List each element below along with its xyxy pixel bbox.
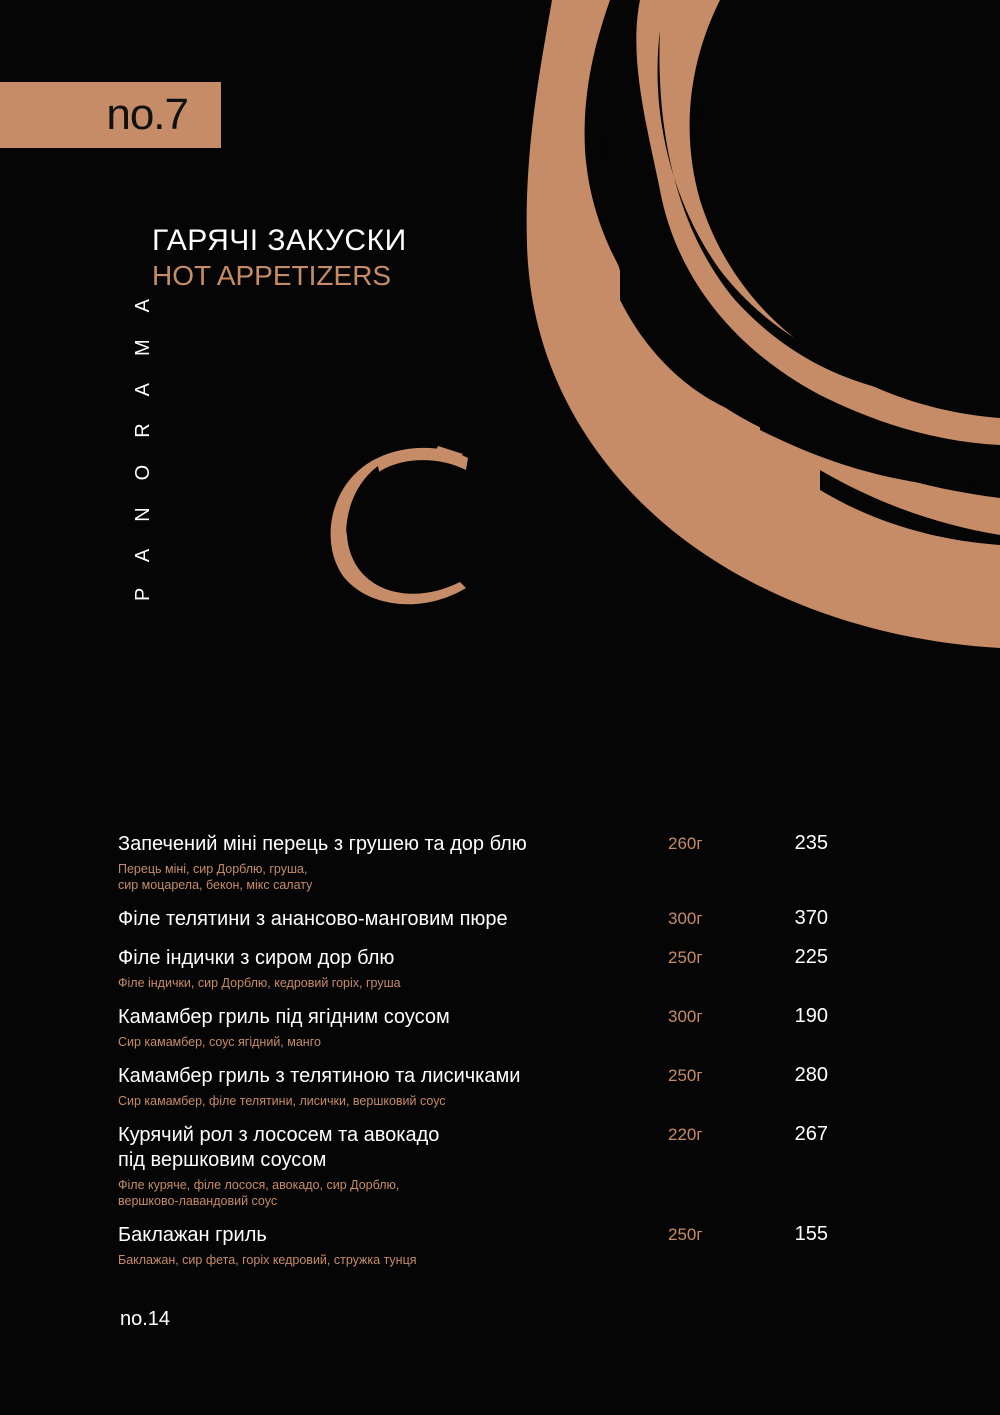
menu-item-weight: 300г: [668, 909, 703, 928]
section-title-en: HOT APPETIZERS: [152, 260, 392, 291]
menu-item-name: Камамбер гриль під ягідним соусом: [118, 1006, 450, 1028]
section-title-ua: ГАРЯЧІ ЗАКУСКИ: [152, 224, 407, 257]
menu-item-weight: 260г: [668, 834, 703, 853]
brand-tab-label: no.7: [106, 90, 188, 139]
brand-tab: [0, 82, 221, 148]
menu-item-weight: 250г: [668, 1225, 703, 1244]
menu-item: [118, 1005, 838, 1050]
menu-item: [118, 907, 838, 932]
menu-item-name: Філе індички з сиром дор блю: [118, 947, 395, 969]
menu-item-description: Баклажан, сир фета, горіх кедровий, стружка тунця: [118, 1253, 417, 1267]
brand-name-text: PANORAMA: [132, 272, 154, 601]
menu-list: [118, 832, 838, 1282]
menu-item-weight: 250г: [668, 1066, 703, 1085]
menu-item: [118, 1064, 838, 1109]
page-number: no.14: [120, 1308, 171, 1330]
menu-item-name: Філе телятини з анансово-манговим пюре: [118, 908, 508, 930]
menu-item: [118, 832, 838, 893]
menu-item-price: 267: [794, 1123, 828, 1145]
menu-item-price: 155: [794, 1223, 828, 1245]
menu-item: [118, 1223, 838, 1268]
menu-item-description: Філе індички, сир Дорблю, кедровий горіх, груша: [118, 976, 401, 990]
menu-item: [118, 946, 838, 991]
menu-item-price: 190: [794, 1005, 828, 1027]
menu-item-price: 225: [794, 946, 828, 968]
menu-item-price: 235: [794, 832, 828, 854]
menu-item: [118, 1123, 838, 1209]
menu-item-price: 280: [794, 1064, 828, 1086]
menu-item-name: Запечений міні перець з грушею та дор блю: [118, 833, 527, 855]
menu-item-description: Сир камамбер, соус ягідний, манго: [118, 1035, 321, 1049]
menu-item-description: Сир камамбер, філе телятини, лисички, вершковий соус: [118, 1094, 446, 1108]
menu-item-weight: 220г: [668, 1125, 703, 1144]
menu-item-name: Баклажан гриль: [118, 1224, 267, 1246]
menu-item-name: Курячий рол з лососем та авокадо під вершковим соусом: [118, 1124, 440, 1171]
menu-item-description: Перець міні, сир Дорблю, груша, сир моцарела, бекон, мікс салату: [118, 862, 313, 892]
menu-item-price: 370: [794, 907, 828, 929]
menu-item-weight: 300г: [668, 1007, 703, 1026]
menu-item-weight: 250г: [668, 948, 703, 967]
menu-item-description: Філе куряче, філе лосося, авокадо, сир Дорблю, вершково-лавандовий соус: [118, 1178, 400, 1208]
menu-item-name: Камамбер гриль з телятиною та лисичками: [118, 1065, 521, 1087]
brush-stroke-small: [318, 436, 478, 616]
